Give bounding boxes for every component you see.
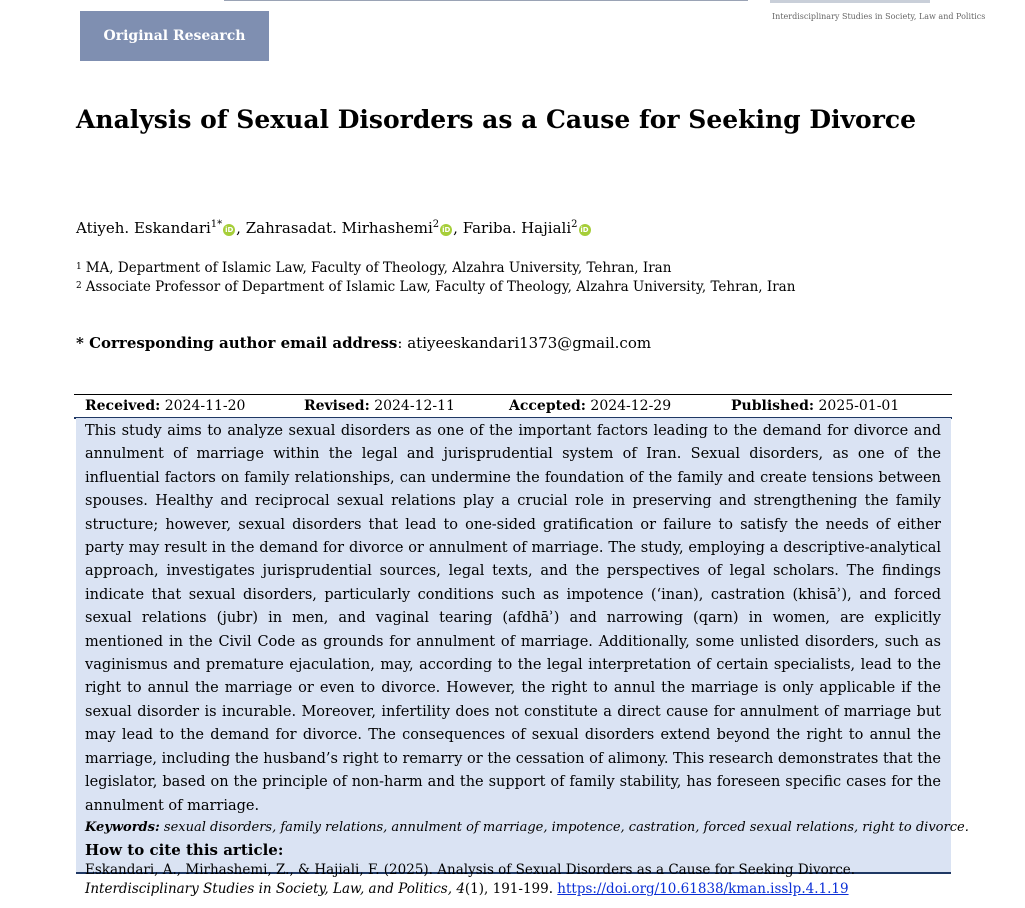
revised-label: Revised: <box>304 398 370 414</box>
affiliation <box>76 260 671 276</box>
author-name: Fariba. Hajiali <box>462 219 572 237</box>
corresponding-author: * Corresponding author email address: atiyeeskandari1373@gmail.com <box>76 334 652 352</box>
affiliation <box>76 279 795 295</box>
accepted-date <box>509 398 671 414</box>
how-to-cite-heading: How to cite this article: <box>85 840 284 859</box>
dates-bar <box>74 394 952 419</box>
accepted-value: 2024-12-29 <box>590 398 672 414</box>
revised-date <box>304 398 455 414</box>
author-name: Atiyeh. Eskandari <box>76 219 211 237</box>
received-value: 2024-11-20 <box>164 398 246 414</box>
published-label: Published: <box>731 398 815 414</box>
keywords-label: Keywords: <box>85 819 160 835</box>
corresponding-email[interactable]: atiyeeskandari1373@gmail.com <box>407 334 652 352</box>
received-date <box>85 398 245 414</box>
article-title: Analysis of Sexual Disorders as a Cause for Seeking Divorce <box>76 105 917 134</box>
abstract-box <box>76 418 969 898</box>
citation-journal: Interdisciplinary Studies in Society, Law, and Politics, 4 <box>85 881 465 898</box>
orcid-icon[interactable]: iD <box>225 226 234 234</box>
affiliation-text: Associate Professor of Department of Islamic Law, Faculty of Theology, Alzahra University, Tehran, Iran <box>85 279 796 295</box>
orcid-icon[interactable]: iD <box>580 226 589 234</box>
keywords-text: sexual disorders, family relations, annulment of marriage, impotence, castration, forced sexual relations, right to divorce. <box>163 819 969 835</box>
orcid-icon[interactable]: iD <box>442 226 451 234</box>
author-affil-marker: 2 <box>571 219 578 230</box>
journal-subtitle: Interdisciplinary Studies in Society, Law and Politics <box>772 12 986 21</box>
author-affil-marker: 1* <box>210 219 223 230</box>
article-type-badge: Original Research <box>80 11 269 61</box>
affiliation-number: 2 <box>76 281 82 291</box>
author-list: Atiyeh. Eskandari$^{1*}$ iD , Zahrasadat. Mirhashemi$^2$ iD , Fariba. Hajiali$^2$ iD <box>76 219 589 237</box>
accepted-label: Accepted: <box>509 398 586 414</box>
doi-link[interactable]: https://doi.org/10.61838/kman.isslp.4.1.19 <box>557 881 849 898</box>
received-label: Received: <box>85 398 161 414</box>
journal-logo <box>770 0 930 3</box>
citation-issue-pages: (1), 191-199. <box>464 881 558 898</box>
affiliation-number: 1 <box>76 262 82 272</box>
published-value: 2025-01-01 <box>818 398 900 414</box>
citation-text <box>85 861 941 900</box>
revised-value: 2024-12-11 <box>374 398 455 414</box>
author-affil-marker: 2 <box>432 219 440 230</box>
citation-authors: Eskandari, A., Mirhashemi, Z., & Hajiali, F. (2025). Analysis of Sexual Disorders as a Cause for Seeking Divorce. <box>85 861 856 878</box>
abstract-text: This study aims to analyze sexual disorders as one of the important factors leading to the demand for divorce and annulment of marriage within the legal and jurisprudential system of Iran. Sexual disorders, as one of the influential factors on family relationships, can undermine the foundation of the family and create tensions between spouses. Healthy and reciprocal sexual relations play a crucial role in preserving and strengthening the family structure; however, sexual disorders that lead to one-sided gratification or failure to satisfy the needs of either party may result in the demand for divorce or annulment of marriage. The study, employing a descriptive-analytical approach, investigates jurisprudential sources, legal texts, and the perspectives of legal scholars. The findings indicate that sexual disorders, particularly conditions such as impotence (‘inan), castration (khisāʾ), and forced sexual relations (jubr) in men, and vaginal tearing (afdhāʾ) and narrowing (qarn) in women, are explicitly mentioned in the Civil Code as grounds for annulment of marriage. Additionally, some unlisted disorders, such as vaginismus and premature ejaculation, may, according to the legal interpretation of certain specialists, lead to the right to annul the marriage or even to divorce. However, the right to annul the marriage is only applicable if the sexual disorder is incurable. Moreover, infertility does not constitute a direct cause for annulment of marriage but may lead to the demand for divorce. The consequences of sexual disorders extend beyond the right to annul the marriage, including the husband’s right to remarry or the cessation of alimony. This research demonstrates that the legislator, based on the principle of non-harm and the support of family stability, has foreseen specific cases for the annulment of marriage. <box>85 423 941 814</box>
affiliation-text: MA, Department of Islamic Law, Faculty of Theology, Alzahra University, Tehran, Iran <box>85 260 672 276</box>
keywords <box>85 818 969 838</box>
published-date <box>731 398 899 414</box>
top-rule <box>224 0 748 1</box>
corresponding-label: * Corresponding author email address <box>76 334 398 352</box>
author-name: Zahrasadat. Mirhashemi <box>245 219 433 237</box>
